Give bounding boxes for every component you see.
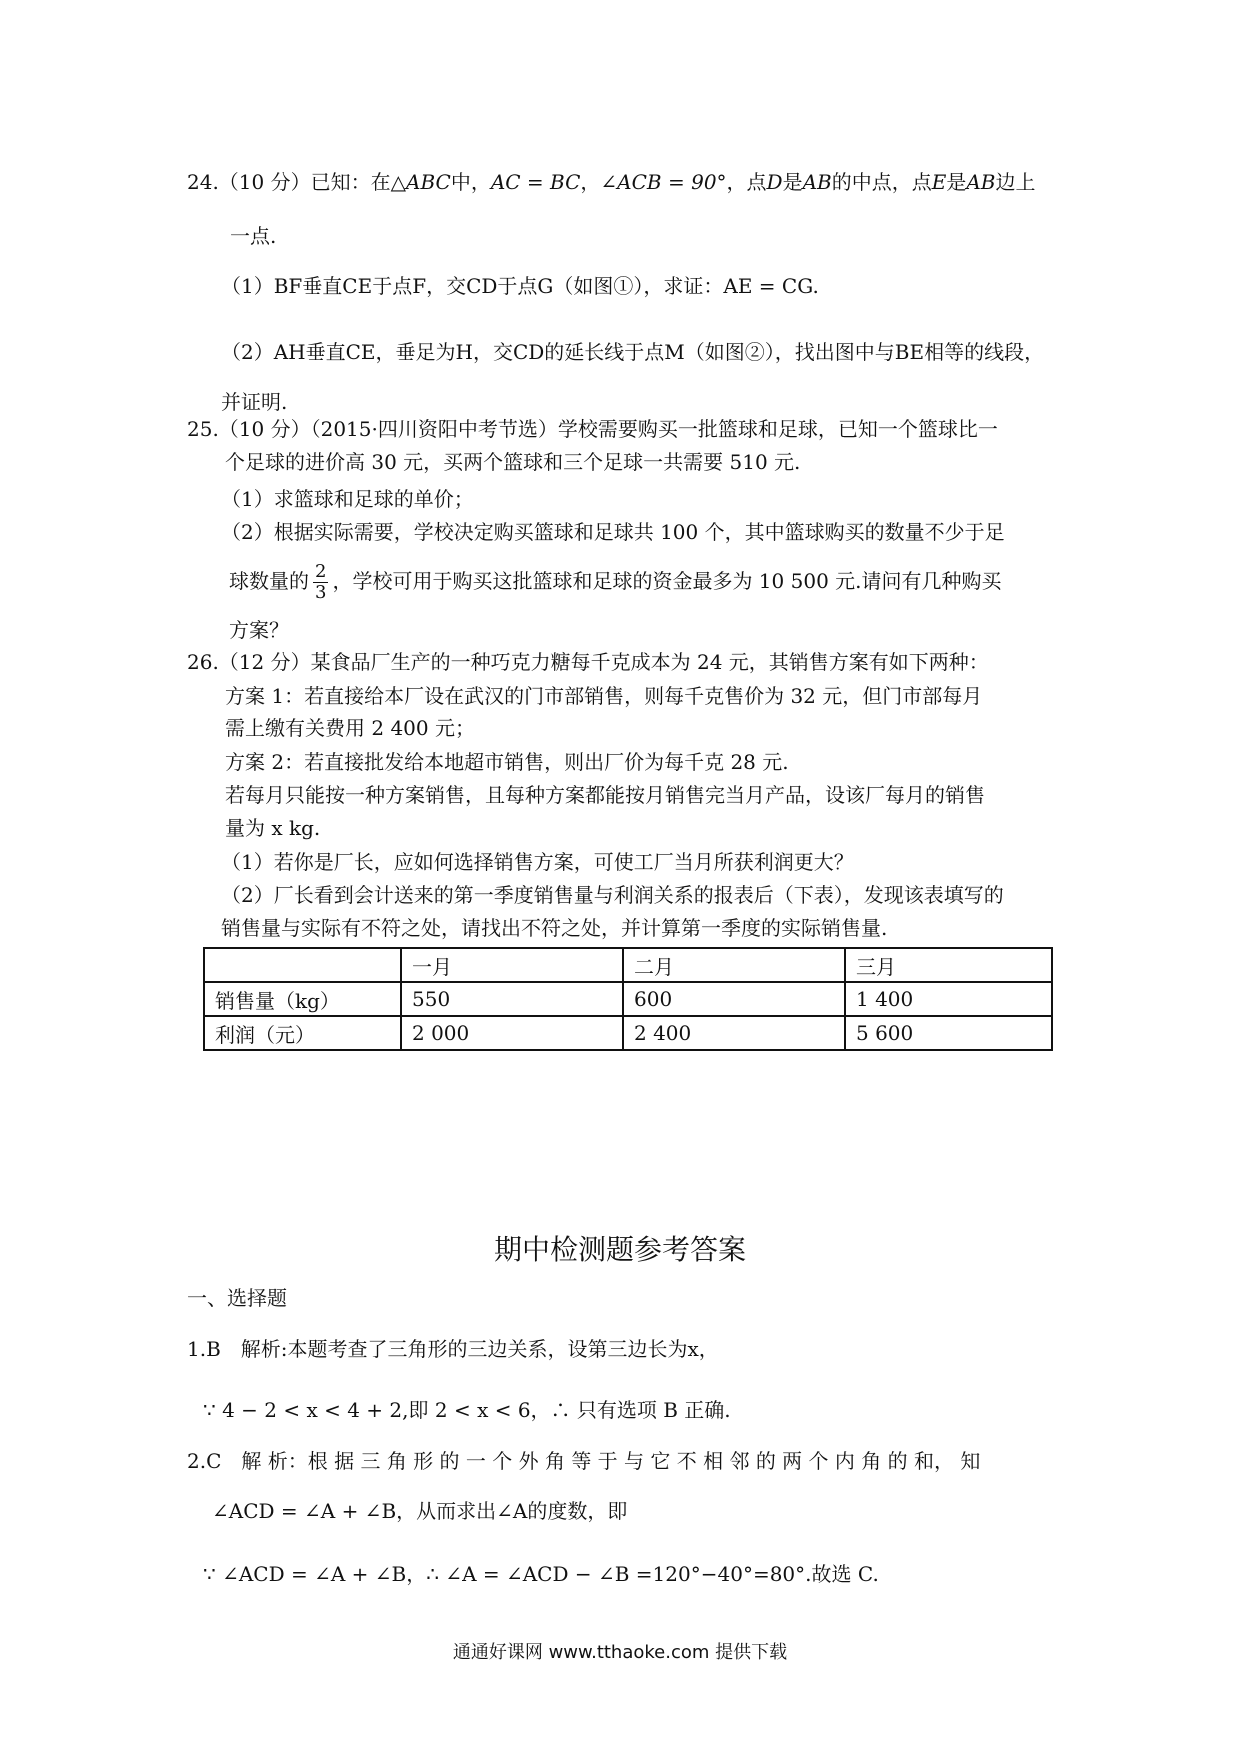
answer-1-detail: ∵ 4 − 2 < x < 4 + 2,即 2 < x < 6，∴ 只有选项 B 正确. xyxy=(203,1398,731,1422)
table-cell: 600 xyxy=(623,982,845,1016)
q26-line-6: 量为 x kg. xyxy=(225,816,321,840)
table-cell: 2 400 xyxy=(623,1016,845,1050)
answer-2: 2.C 解 析：根 据 三 角 形 的 一 个 外 角 等 于 与 它 不 相 邻 的 两 个 内 角 的 和， 知 xyxy=(187,1449,981,1473)
math: D xyxy=(766,170,783,194)
q26-line-3: 需上缴有关费用 2 400 元； xyxy=(225,716,475,740)
q25-line-5 xyxy=(229,562,1002,603)
math: AC = BC xyxy=(490,170,581,194)
fraction-numerator: 2 xyxy=(315,561,327,582)
table-row xyxy=(204,1016,1052,1050)
q25-line-1: 25.（10 分）（2015·四川资阳中考节选）学校需要购买一批篮球和足球，已知一个篮球比一 xyxy=(187,417,998,441)
answers-section-heading: 一、选择题 xyxy=(187,1286,287,1310)
q25-line-6: 方案？ xyxy=(229,618,289,642)
q24-part-2b: 并证明. xyxy=(221,390,288,414)
answer-2-calculation: ∵ ∠ACD = ∠A + ∠B，∴ ∠A = ∠ACD − ∠B =120°−40°=80°.故选 C. xyxy=(203,1562,879,1586)
q26-line-1: 26.（12 分）某食品厂生产的一种巧克力糖每千克成本为 24 元，其销售方案有如下两种： xyxy=(187,650,989,674)
q24-line-2: 一点. xyxy=(230,224,277,248)
q26-line-7: （1）若你是厂长，应如何选择销售方案，可使工厂当月所获利润更大？ xyxy=(221,850,854,874)
q26-line-9: 销售量与实际有不符之处，请找出不符之处，并计算第一季度的实际销售量. xyxy=(221,916,888,940)
q26-line-4: 方案 2：若直接批发给本地超市销售，则出厂价为每千克 28 元. xyxy=(225,750,789,774)
table-cell: 一月 xyxy=(401,948,623,982)
q25-line-2: 个足球的进价高 30 元，买两个篮球和三个足球一共需要 510 元. xyxy=(225,450,801,474)
table-cell: 5 600 xyxy=(845,1016,1052,1050)
table-cell: 2 000 xyxy=(401,1016,623,1050)
text: 球数量的 xyxy=(229,569,309,593)
q25-line-3: （1）求篮球和足球的单价； xyxy=(221,487,474,511)
fraction-denominator: 3 xyxy=(315,582,327,603)
table-cell xyxy=(204,948,401,982)
q24-line-1 xyxy=(187,168,1035,196)
text: 24.（10 分）已知：在△ xyxy=(187,170,406,194)
math: ABC xyxy=(406,170,451,194)
footer-watermark: 通通好课网 www.tthaoke.com 提供下载 xyxy=(452,1642,788,1663)
table-cell: 三月 xyxy=(845,948,1052,982)
sales-profit-table xyxy=(203,947,1053,1051)
q26-line-2: 方案 1：若直接给本厂设在武汉的门市部销售，则每千克售价为 32 元，但门市部每月 xyxy=(225,684,983,708)
text: ，学校可用于购买这批篮球和足球的资金最多为 10 500 元.请问有几种购买 xyxy=(332,569,1002,593)
q26-line-8: （2）厂长看到会计送来的第一季度销售量与利润关系的报表后（下表），发现该表填写的 xyxy=(221,883,1004,907)
table-header-row xyxy=(204,948,1052,982)
text: 是 xyxy=(946,170,967,194)
text: ，点 xyxy=(726,170,767,194)
fraction-two-thirds xyxy=(313,562,328,603)
math: ∠ACB = 90° xyxy=(600,170,727,194)
table-row xyxy=(204,982,1052,1016)
table-cell: 二月 xyxy=(623,948,845,982)
text: ， xyxy=(580,170,601,194)
text: 中， xyxy=(450,170,491,194)
answer-1: 1.B 解析:本题考查了三角形的三边关系，设第三边长为x， xyxy=(187,1337,719,1361)
q24-part-2: （2）AH垂直CE，垂足为H，交CD的延长线于点M（如图②），找出图中与BE相等的线段， xyxy=(221,340,1045,364)
math: E xyxy=(931,170,947,194)
answers-title: 期中检测题参考答案 xyxy=(493,1233,746,1266)
q25-line-4: （2）根据实际需要，学校决定购买篮球和足球共 100 个，其中篮球购买的数量不少于足 xyxy=(221,520,1005,544)
table-cell: 550 xyxy=(401,982,623,1016)
math: AB xyxy=(802,170,832,194)
table-cell: 销售量（kg） xyxy=(204,982,401,1016)
table-cell: 1 400 xyxy=(845,982,1052,1016)
math: AB xyxy=(966,170,996,194)
table-cell: 利润（元） xyxy=(204,1016,401,1050)
text: 边上 xyxy=(995,170,1036,194)
q24-part-1: （1）BF垂直CE于点F，交CD于点G（如图①），求证：AE = CG. xyxy=(221,274,819,298)
text: 的中点，点 xyxy=(831,170,932,194)
q26-line-5: 若每月只能按一种方案销售，且每种方案都能按月销售完当月产品，设该厂每月的销售 xyxy=(225,783,985,807)
answer-2-detail: ∠ACD = ∠A + ∠B，从而求出∠A的度数，即 xyxy=(212,1499,628,1523)
text: 是 xyxy=(782,170,803,194)
